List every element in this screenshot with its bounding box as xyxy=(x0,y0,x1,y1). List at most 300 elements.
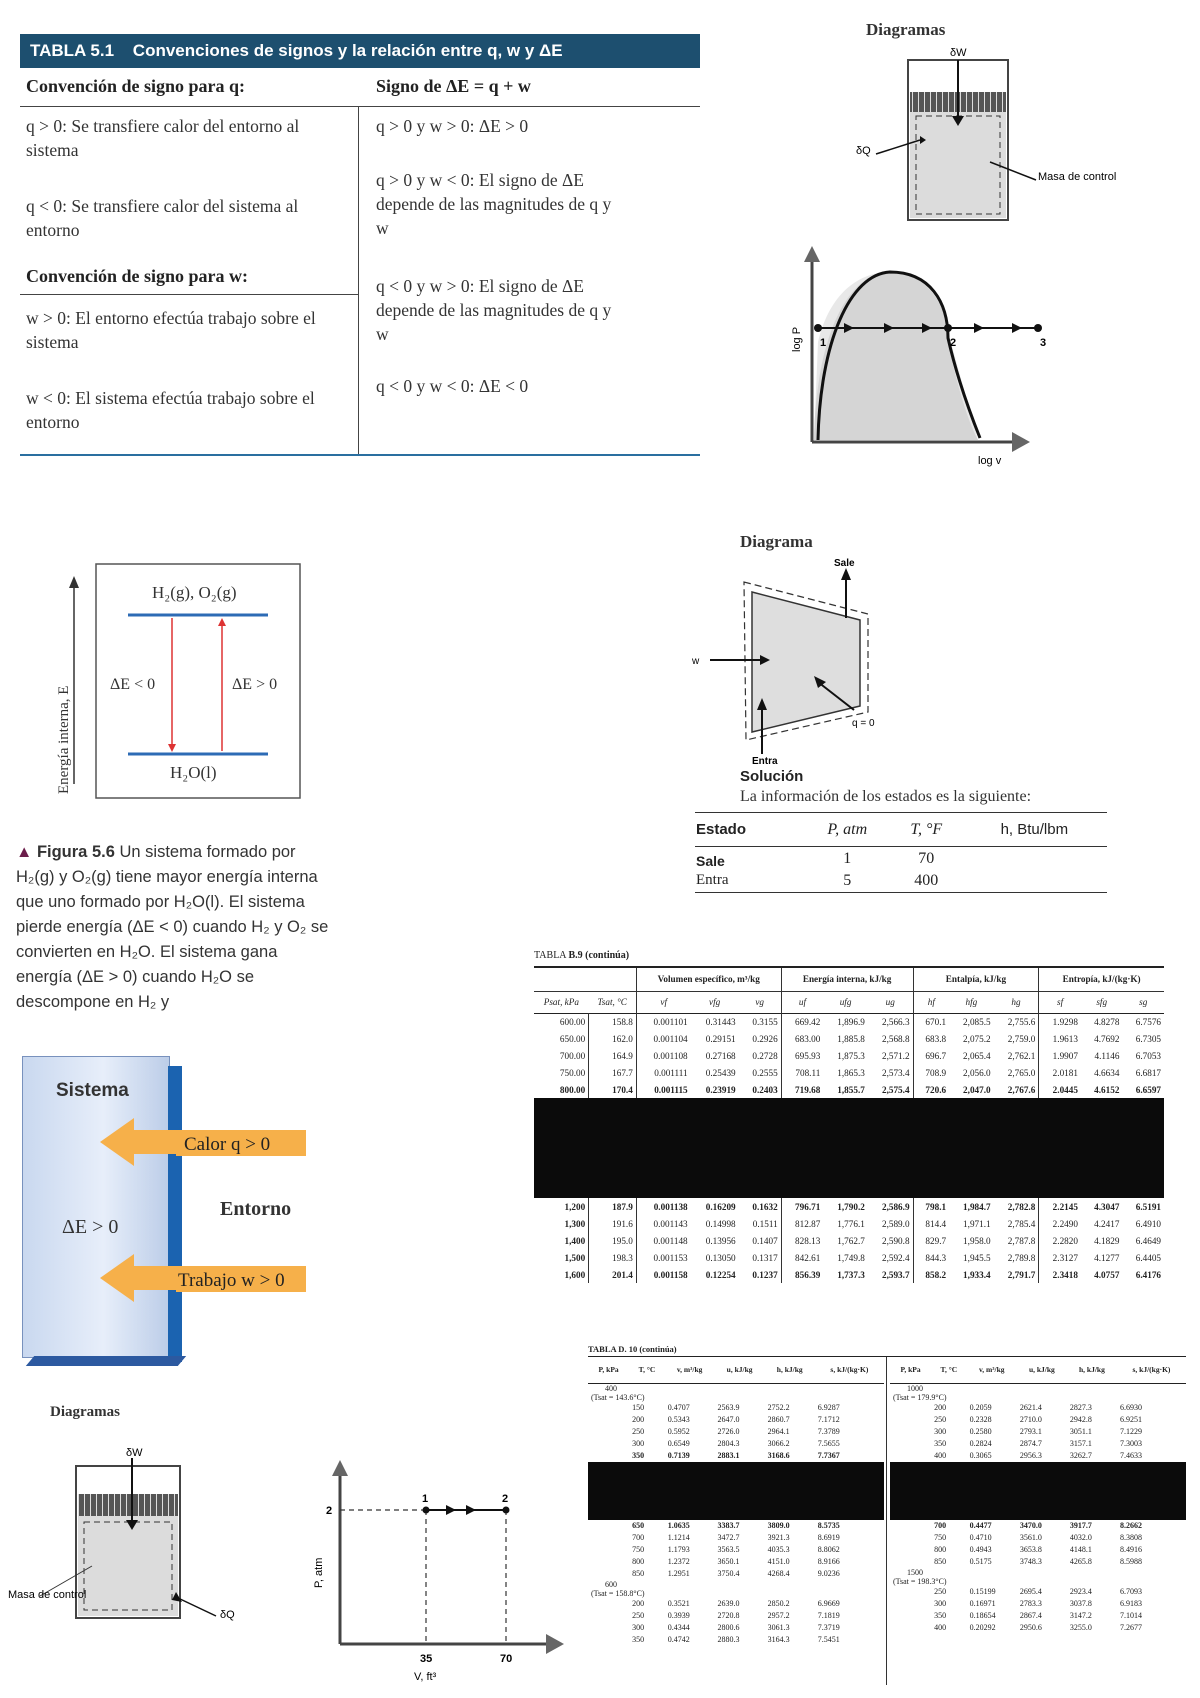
table-cell: 0.3939 xyxy=(667,1611,690,1620)
table-cell: 300 xyxy=(934,1427,947,1436)
table-row xyxy=(890,1402,1186,1414)
table-cell: 0.3155 xyxy=(739,1013,782,1030)
product-label: H₂O(l) xyxy=(170,763,217,782)
table-cell: 0.001138 xyxy=(653,1201,688,1212)
piston-cylinder-diagram-top xyxy=(840,44,1160,234)
table-cell: 0.4477 xyxy=(969,1521,992,1530)
table-cell: 7.1014 xyxy=(1119,1611,1142,1620)
table-cell: 2621.4 xyxy=(1019,1403,1042,1412)
table-cell: 2,787.8 xyxy=(994,1232,1039,1249)
table-cell: 1,500 xyxy=(564,1252,586,1263)
table-cell: 3809.0 xyxy=(767,1521,790,1530)
delta-q-label: δQ xyxy=(856,145,871,157)
table-cell: 600.00 xyxy=(559,1016,586,1027)
table-cell: 0.2926 xyxy=(739,1030,782,1047)
table-cell: 4.2417 xyxy=(1094,1218,1120,1229)
table-cell: 1.9298 xyxy=(1052,1016,1078,1027)
tabla-d10-pressure-row xyxy=(588,1383,884,1402)
table-cell: 1,958.0 xyxy=(963,1235,991,1246)
table-cell: 1,776.1 xyxy=(837,1218,865,1229)
table-cell: 2942.8 xyxy=(1069,1415,1092,1424)
tabla-d10-pressure-row xyxy=(890,1568,1186,1586)
table-row xyxy=(588,1450,884,1462)
table-cell: 164.9 xyxy=(589,1047,637,1064)
table-cell: 719.68 xyxy=(795,1084,821,1095)
table-cell: 2860.7 xyxy=(767,1415,790,1424)
table-cell: 3921.3 xyxy=(767,1533,790,1542)
col-e-heading: Signo de ΔE = q + w xyxy=(376,76,531,96)
table-row xyxy=(534,1249,1164,1266)
energy-axis-label: Energía interna, E xyxy=(56,685,72,794)
pv-y-tick-2: 2 xyxy=(326,1505,333,1517)
table-cell: 2,782.8 xyxy=(994,1198,1039,1215)
table-cell: 670.1 xyxy=(925,1016,947,1027)
pressure-label: 400 xyxy=(605,1383,617,1393)
table-cell: 7.2677 xyxy=(1119,1623,1142,1632)
table-cell: 4265.8 xyxy=(1069,1557,1092,1566)
table-cell: 0.29151 xyxy=(705,1033,736,1044)
table-cell: 2880.3 xyxy=(717,1635,740,1644)
sistema-base xyxy=(26,1356,186,1366)
table-cell: 708.11 xyxy=(795,1067,821,1078)
table-cell: 0.31443 xyxy=(705,1016,736,1027)
table-cell: 1.9613 xyxy=(1052,1033,1078,1044)
table-cell: 0.1237 xyxy=(739,1266,782,1283)
table-cell: 0.001111 xyxy=(654,1067,688,1078)
table-cell: 3157.1 xyxy=(1069,1439,1092,1448)
table-cell: 350 xyxy=(934,1439,947,1448)
table-row xyxy=(890,1622,1186,1634)
table-cell: 3470.0 xyxy=(1019,1521,1042,1530)
tabla-d10-caption: TABLA D. 10 (continúa) xyxy=(588,1344,677,1354)
table-cell: 2,590.8 xyxy=(868,1232,913,1249)
table-cell: 4.0757 xyxy=(1094,1269,1120,1280)
tabla-b9-subhead: ufg xyxy=(839,997,852,1007)
entropia-head: Entropía, kJ/(kg·K) xyxy=(1039,967,1164,991)
tabla-5-1 xyxy=(20,34,700,458)
table-cell: 0.4710 xyxy=(969,1533,992,1542)
log-v-axis-label: log v xyxy=(978,455,1002,467)
table-row xyxy=(588,1414,884,1426)
table-row xyxy=(588,1426,884,1438)
table-cell: 187.9 xyxy=(589,1198,637,1215)
table-cell: 0.001153 xyxy=(653,1252,688,1263)
table-cell: 850 xyxy=(934,1557,947,1566)
delta-w-label: δW xyxy=(950,47,967,59)
table-cell: 7.7367 xyxy=(817,1451,840,1460)
tabla-b9-subhead: sfg xyxy=(1096,997,1108,1007)
table-cell: 4032.0 xyxy=(1069,1533,1092,1542)
solucion-title: Solución xyxy=(740,768,804,785)
table-cell: 2,065.4 xyxy=(963,1050,991,1061)
table-cell: 4.1146 xyxy=(1094,1050,1120,1061)
table-cell: 0.1511 xyxy=(739,1215,782,1232)
table-row xyxy=(890,1610,1186,1622)
table-row xyxy=(588,1402,884,1414)
table-cell: 7.3719 xyxy=(817,1623,840,1632)
table-cell: 0.001158 xyxy=(653,1269,688,1280)
table-cell: 300 xyxy=(632,1439,645,1448)
table-cell: 0.25439 xyxy=(705,1067,736,1078)
table-cell: 2.0445 xyxy=(1052,1084,1078,1095)
table-cell: 1,855.7 xyxy=(837,1084,865,1095)
table-row xyxy=(534,1198,1164,1215)
e-case-2: q > 0 y w < 0: El signo de ΔE depende de las magnitudes de q y w xyxy=(376,170,612,238)
table-cell: 1,749.8 xyxy=(837,1252,865,1263)
table-cell: 1,896.9 xyxy=(837,1016,865,1027)
temperatura-header: T, °F xyxy=(910,820,943,838)
table-cell: 6.4649 xyxy=(1135,1235,1161,1246)
table-cell: 0.6549 xyxy=(667,1439,690,1448)
table-cell: 720.6 xyxy=(925,1084,947,1095)
table-cell: 6.9251 xyxy=(1119,1415,1142,1424)
table-cell: 3255.0 xyxy=(1069,1623,1092,1632)
table-cell: 400 xyxy=(934,1451,947,1460)
table-cell: 0.001108 xyxy=(653,1050,688,1061)
table-cell: 1.1793 xyxy=(667,1545,690,1554)
table-cell: 3653.8 xyxy=(1019,1545,1042,1554)
table-cell: 0.001101 xyxy=(653,1016,688,1027)
table-cell: 0.5952 xyxy=(667,1427,690,1436)
tabla-b9-subhead: hf xyxy=(913,991,949,1013)
table-row: Entra 5 400 xyxy=(695,870,1107,892)
pv-state-2: 2 xyxy=(502,1493,509,1505)
table-cell: 700 xyxy=(934,1521,947,1530)
e-case-4: q < 0 y w < 0: ΔE < 0 xyxy=(376,376,529,396)
table-cell: 0.2328 xyxy=(969,1415,992,1424)
table-row xyxy=(588,1532,884,1544)
table-cell: 7.1229 xyxy=(1119,1427,1142,1436)
w-heading: Convención de signo para w: xyxy=(26,266,249,286)
table-cell: 4.8278 xyxy=(1094,1016,1120,1027)
table-cell: 6.4405 xyxy=(1135,1252,1161,1263)
table-cell: 3472.7 xyxy=(717,1533,740,1542)
table-cell: 167.7 xyxy=(589,1064,637,1081)
table-cell: 0.16209 xyxy=(705,1201,736,1212)
table-cell: 2,589.0 xyxy=(868,1215,913,1232)
table-row xyxy=(534,1030,1164,1047)
w-positive-text: w > 0: El entorno efectúa trabajo sobre el sistema xyxy=(26,308,316,352)
q-negative-text: q < 0: Se transfiere calor del sistema al entorno xyxy=(26,196,299,240)
tabla-d10-header: h, kJ/kg xyxy=(776,1365,803,1375)
table-cell: 683.8 xyxy=(925,1033,947,1044)
tabla-d10-left xyxy=(588,1357,884,1646)
table-row xyxy=(588,1520,884,1532)
table-cell: 6.9669 xyxy=(817,1599,840,1608)
table-cell: 0.13956 xyxy=(705,1235,736,1246)
sistema-boundary xyxy=(168,1066,182,1362)
table-cell: 0.2824 xyxy=(969,1439,992,1448)
table-cell: 696.7 xyxy=(925,1050,947,1061)
table-cell: 6.6597 xyxy=(1135,1084,1161,1095)
table-cell: 4035.3 xyxy=(767,1545,790,1554)
table-cell: 1,945.5 xyxy=(963,1252,991,1263)
table-cell: 7.4633 xyxy=(1119,1451,1142,1460)
sale-label: Sale xyxy=(834,558,855,569)
table-row xyxy=(534,1064,1164,1081)
table-cell: 842.61 xyxy=(795,1252,821,1263)
table-cell: 700 xyxy=(632,1533,645,1542)
table-cell: 1,971.1 xyxy=(963,1218,991,1229)
table-cell: 750 xyxy=(934,1533,947,1542)
table-row xyxy=(588,1544,884,1556)
diagrama-title: Diagrama xyxy=(740,532,813,551)
table-cell: 750 xyxy=(632,1545,645,1554)
table-cell: 2,586.9 xyxy=(868,1198,913,1215)
pv-state-1: 1 xyxy=(422,1493,429,1505)
table-row xyxy=(534,1266,1164,1283)
tabla-d10-pressure-row xyxy=(588,1580,884,1598)
table-bottom-rule xyxy=(20,454,700,456)
tabla-d10-header: v, m³/kg xyxy=(978,1365,1005,1375)
table-cell: 4.7692 xyxy=(1094,1033,1120,1044)
table-cell: 250 xyxy=(632,1611,645,1620)
table-cell: 8.3808 xyxy=(1119,1533,1142,1542)
tabla-d10-header: P, kPa xyxy=(598,1365,619,1375)
column-divider xyxy=(358,106,359,454)
table-cell: 828.13 xyxy=(795,1235,821,1246)
table-row xyxy=(588,1622,884,1634)
calor-label: Calor q > 0 xyxy=(184,1134,271,1155)
tabla-d10 xyxy=(588,1356,1186,1685)
table-cell: 195.0 xyxy=(589,1232,637,1249)
table-row xyxy=(890,1556,1186,1568)
table-cell: 8.2662 xyxy=(1119,1521,1142,1530)
table-cell: 1.2951 xyxy=(667,1569,690,1578)
table-cell: 0.4707 xyxy=(667,1403,690,1412)
table-cell: 0.001143 xyxy=(653,1218,688,1229)
table-cell: 2639.0 xyxy=(717,1599,740,1608)
table-cell: 683.00 xyxy=(795,1033,821,1044)
table-cell: 0.2555 xyxy=(739,1064,782,1081)
table-cell: 0.2728 xyxy=(739,1047,782,1064)
table-cell: 0.001104 xyxy=(653,1033,688,1044)
table-cell: 4.1277 xyxy=(1094,1252,1120,1263)
table-cell: 1.2372 xyxy=(667,1557,690,1566)
table-cell: 2,593.7 xyxy=(868,1266,913,1283)
tabla-d10-header: P, kPa xyxy=(900,1365,921,1375)
table-row xyxy=(534,1215,1164,1232)
table-row xyxy=(890,1520,1186,1532)
table-cell: 2,085.5 xyxy=(963,1016,991,1027)
table-row xyxy=(534,1232,1164,1249)
table-cell: 829.7 xyxy=(925,1235,947,1246)
table-cell: 4.1829 xyxy=(1094,1235,1120,1246)
table-cell: 750.00 xyxy=(559,1067,586,1078)
table-cell: 0.13050 xyxy=(705,1252,736,1263)
table-cell: 3061.3 xyxy=(767,1623,790,1632)
table-cell: 0.4344 xyxy=(667,1623,690,1632)
table-row xyxy=(588,1438,884,1450)
tabla-d10-header: T, °C xyxy=(940,1365,958,1375)
table-cell: 7.1712 xyxy=(817,1415,840,1424)
table-cell: 2,047.0 xyxy=(963,1084,991,1095)
header-rule xyxy=(20,106,700,107)
trabajo-arrow-icon xyxy=(100,1252,310,1312)
table-cell: 200 xyxy=(632,1599,645,1608)
tabla-d10-divider xyxy=(886,1357,887,1685)
table-cell: 814.4 xyxy=(925,1218,947,1229)
table-cell: 2827.3 xyxy=(1069,1403,1092,1412)
diagramas-title-top: Diagramas xyxy=(866,20,946,39)
table-cell: 2720.8 xyxy=(717,1611,740,1620)
table-cell: 1.0635 xyxy=(667,1521,690,1530)
table-row xyxy=(534,1081,1164,1098)
table-cell: 3917.7 xyxy=(1069,1521,1092,1530)
tabla-d10-header: T, °C xyxy=(638,1365,656,1375)
table-cell: 2563.9 xyxy=(717,1403,740,1412)
tabla-b9-redacted-band xyxy=(534,1098,1164,1198)
table-cell: 250 xyxy=(632,1427,645,1436)
table-cell: 8.4916 xyxy=(1119,1545,1142,1554)
table-row xyxy=(890,1438,1186,1450)
figure-5-6-text: Un sistema formado por H₂(g) y O₂(g) tiene mayor energía interna que uno formado por H₂O(l). El sistema pierde energía (ΔE < 0) cuando H₂ y O₂ se convierten en H₂O. El sistema gana energía (ΔE > 0) cuando H₂O se descompone en H₂ y xyxy=(16,843,329,1011)
tsat-label: (Tsat = 198.3°C) xyxy=(893,1576,947,1586)
state-1-label: 1 xyxy=(820,337,827,349)
table-cell: 0.2059 xyxy=(969,1403,992,1412)
table-cell: 858.2 xyxy=(925,1269,947,1280)
tabla-b9-subhead: Psat, kPa xyxy=(543,997,579,1007)
table-cell: 2710.0 xyxy=(1019,1415,1042,1424)
table-cell: 6.9183 xyxy=(1119,1599,1142,1608)
table-row xyxy=(588,1610,884,1622)
table-row xyxy=(588,1598,884,1610)
table-cell: 2867.4 xyxy=(1019,1611,1042,1620)
table-cell: 6.7093 xyxy=(1119,1587,1142,1596)
table-cell: 2783.3 xyxy=(1019,1599,1042,1608)
table-row xyxy=(534,1047,1164,1064)
triangle-icon: ▲ xyxy=(16,843,33,861)
table-cell: 2,075.2 xyxy=(963,1033,991,1044)
table-cell: 2647.0 xyxy=(717,1415,740,1424)
table-cell: 2,573.4 xyxy=(868,1064,913,1081)
tabla-b9-subhead: uf xyxy=(781,991,823,1013)
tabla-d10-header: s, kJ/(kg·K) xyxy=(1132,1365,1171,1375)
table-cell: 695.93 xyxy=(795,1050,821,1061)
q-zero-label: q = 0 xyxy=(852,718,875,729)
table-cell: 1.1214 xyxy=(667,1533,690,1542)
table-cell: 150 xyxy=(632,1403,645,1412)
tabla-b9-caption: TABLA B.9 (continúa) xyxy=(534,950,630,961)
table-cell: 0.20292 xyxy=(969,1623,996,1632)
pressure-label: 600 xyxy=(605,1579,617,1589)
calor-arrow-icon xyxy=(100,1116,310,1176)
table-cell: 2.2820 xyxy=(1052,1235,1078,1246)
table-cell: 2752.2 xyxy=(767,1403,790,1412)
table-cell: 812.87 xyxy=(795,1218,821,1229)
e-case-3: q < 0 y w > 0: El signo de ΔE depende de las magnitudes de q y w xyxy=(376,276,612,344)
entalpia-header: h, Btu/lbm xyxy=(1000,821,1069,838)
table-cell: 250 xyxy=(934,1587,947,1596)
table-cell: 2804.3 xyxy=(717,1439,740,1448)
table-cell: 6.6930 xyxy=(1119,1403,1142,1412)
table-cell: 2883.1 xyxy=(717,1451,740,1460)
tabla-d10-header: s, kJ/(kg·K) xyxy=(830,1365,869,1375)
trabajo-label: Trabajo w > 0 xyxy=(178,1270,285,1291)
table-cell: 856.39 xyxy=(795,1269,821,1280)
w-rule xyxy=(20,294,358,295)
table-cell: 800.00 xyxy=(559,1084,586,1095)
table-cell: 6.5191 xyxy=(1135,1201,1161,1212)
pressure-label: 1500 xyxy=(907,1567,923,1577)
table-cell: 2,765.0 xyxy=(994,1064,1039,1081)
table-cell: 3748.3 xyxy=(1019,1557,1042,1566)
tabla-b9-subhead: sf xyxy=(1039,991,1081,1013)
delta-e-negative-label: ΔE < 0 xyxy=(110,676,156,693)
table-cell: 7.5655 xyxy=(817,1439,840,1448)
tabla-5-1-title: Convenciones de signos y la relación entre q, w y ΔE xyxy=(132,41,563,60)
table-cell: 2874.7 xyxy=(1019,1439,1042,1448)
tabla-b9-subhead: vg xyxy=(755,997,764,1007)
pv-x-tick-35: 35 xyxy=(420,1653,433,1665)
table-cell: 7.3789 xyxy=(817,1427,840,1436)
tabla-b9-subhead: vf xyxy=(636,991,690,1013)
table-cell: 2.3127 xyxy=(1052,1252,1078,1263)
table-cell: 0.12254 xyxy=(705,1269,736,1280)
table-cell: 844.3 xyxy=(925,1252,947,1263)
delta-q-label-bottom: δQ xyxy=(220,1609,235,1621)
table-cell: 800 xyxy=(934,1545,947,1554)
presion-header: P, atm xyxy=(827,820,868,838)
table-cell: 7.3003 xyxy=(1119,1439,1142,1448)
table-cell: 0.1317 xyxy=(739,1249,782,1266)
table-cell: 6.7576 xyxy=(1135,1016,1161,1027)
table-cell: 3147.2 xyxy=(1069,1611,1092,1620)
w-label: w xyxy=(692,656,700,667)
table-cell: 200 xyxy=(934,1403,947,1412)
table-cell: 0.1632 xyxy=(739,1198,782,1215)
table-cell: 0.16971 xyxy=(969,1599,996,1608)
table-row: Sale 1 70 xyxy=(696,849,935,869)
log-p-log-v-diagram xyxy=(790,242,1120,472)
table-cell: 2.2490 xyxy=(1052,1218,1078,1229)
control-volume-diagram xyxy=(690,556,930,766)
table-cell: 2,568.8 xyxy=(868,1030,913,1047)
table-row xyxy=(588,1556,884,1568)
table-cell: 2,755.6 xyxy=(994,1013,1039,1030)
tabla-d10-header: v, m³/kg xyxy=(676,1365,703,1375)
table-row xyxy=(890,1450,1186,1462)
table-cell: 2,056.0 xyxy=(963,1067,991,1078)
table-cell: 4148.1 xyxy=(1069,1545,1092,1554)
table-cell: 700.00 xyxy=(559,1050,586,1061)
energia-interna-head: Energía interna, kJ/kg xyxy=(781,967,913,991)
masa-control-label: Masa de control xyxy=(1038,171,1117,183)
solucion-intro: La información de los estados es la siguiente: xyxy=(740,788,1032,805)
table-cell: 0.1407 xyxy=(739,1232,782,1249)
tabla-b9 xyxy=(534,966,1164,1283)
table-cell: 2850.2 xyxy=(767,1599,790,1608)
table-cell: 0.14998 xyxy=(705,1218,736,1229)
table-cell: 350 xyxy=(632,1451,645,1460)
estado-header: Estado xyxy=(696,821,747,838)
table-cell: 0.4943 xyxy=(969,1545,992,1554)
table-cell: 8.6919 xyxy=(817,1533,840,1542)
table-cell: 0.15199 xyxy=(969,1587,996,1596)
table-row xyxy=(588,1568,884,1580)
table-cell: 0.2580 xyxy=(969,1427,992,1436)
table-cell: 162.0 xyxy=(589,1030,637,1047)
table-cell: 191.6 xyxy=(589,1215,637,1232)
table-cell: 0.7139 xyxy=(667,1451,690,1460)
table-cell: 350 xyxy=(934,1611,947,1620)
tsat-label: (Tsat = 158.8°C) xyxy=(591,1588,645,1598)
table-row xyxy=(890,1598,1186,1610)
table-cell: 3650.1 xyxy=(717,1557,740,1566)
table-cell: 650 xyxy=(632,1521,645,1530)
table-cell: 800 xyxy=(632,1557,645,1566)
table-cell: 1,984.7 xyxy=(963,1201,991,1212)
